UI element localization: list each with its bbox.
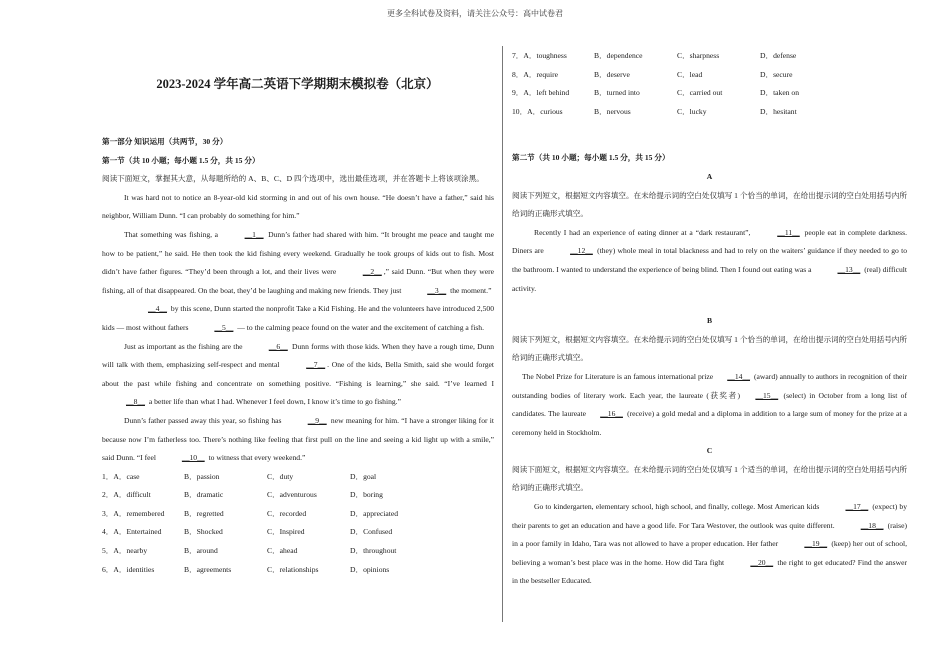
blank-19[interactable]: __19__ bbox=[804, 539, 828, 549]
option[interactable]: 1．A．case bbox=[102, 471, 140, 481]
options-row bbox=[512, 84, 907, 103]
options-row bbox=[102, 468, 494, 487]
passage-paragraph-3: __4__ by this scene, Dunn started the nonprofit Take a Kid Fishing. He and the volunteers have introduced 2,500 kids — most without fathers __5__ — to the calming peace found on the water and the excitement of catching a fish. bbox=[102, 300, 494, 337]
option[interactable]: 2．A．difficult bbox=[102, 490, 151, 500]
blank-3[interactable]: __3__ bbox=[427, 285, 447, 295]
options-row bbox=[102, 542, 494, 561]
option[interactable]: D．opinions bbox=[350, 564, 390, 574]
option[interactable]: C．ahead bbox=[267, 546, 298, 556]
passage-a-instruction: 阅读下列短文，根据短文内容填空。在未给提示词的空白处仅填写 1 个恰当的单词，在给出提示词的空白处用括号内所给词的正确形式填空。 bbox=[512, 190, 907, 219]
options-row bbox=[512, 47, 907, 66]
passage-paragraph-2: That something was fishing, a __1__ Dunn’s father had shared with him. “It brought me peace and taught me how to be patient,” he said. He then took the kid fishing every weekend. Gradually he took groups of kids out to fish. Most didn’t have father figures. “They’d been through a lot, and their lives were __2__ ,” said Dunn. “But when they were fishing, all of that disappeared. On the boat, they’d be laughing and making new friends. They just __3__ the moment.” bbox=[102, 226, 494, 300]
passage-b-label: B bbox=[706, 316, 713, 326]
section1-instruction: 阅读下面短文，掌握其大意，从每题所给的 A、B、C、D 四个选项中，选出最佳选项，并在答题卡上将该项涂黑。 bbox=[102, 174, 484, 184]
blank-2[interactable]: __2__ bbox=[362, 267, 382, 277]
options-row bbox=[512, 66, 907, 85]
option[interactable]: D．taken on bbox=[760, 88, 800, 98]
option[interactable]: D．secure bbox=[760, 69, 793, 79]
left-column bbox=[102, 133, 494, 579]
options-row bbox=[512, 103, 907, 122]
option[interactable]: D．Confused bbox=[350, 527, 393, 537]
blank-16[interactable]: __16__ bbox=[600, 409, 623, 419]
option[interactable]: 10．A．curious bbox=[512, 106, 563, 116]
blank-11[interactable]: __11__ bbox=[777, 227, 800, 237]
option[interactable]: B．regretted bbox=[184, 508, 224, 518]
option[interactable]: D．appreciated bbox=[350, 508, 399, 518]
option[interactable]: C．recorded bbox=[267, 508, 307, 518]
blank-5[interactable]: __5__ bbox=[214, 322, 234, 332]
passage-paragraph-4: Just as important as the fishing are the __6__ Dunn forms with those kids. When they have a rough time, Dunn will talk with them, emphasizing self-respect and mental __7__ . One of the kids, Bella Smith, said she would forget about the past while fishing and concentrate on something positive. “Fishing is learning,” she said. “I’ve learned I __8__ a better life than what I had. Whenever I feel down, I know it’s time to go fishing.” bbox=[102, 338, 494, 412]
passage-paragraph-5: Dunn’s father passed away this year, so fishing has __9__ new meaning for him. “I have a stronger liking for it because now I’m fatherless too. There’s nothing like feeling that first pull on the line and seeing a kid light up with a smile,” said Dunn. “I feel __10__ to witness that every weekend.” bbox=[102, 412, 494, 468]
option[interactable]: 3．A．remembered bbox=[102, 508, 165, 518]
option[interactable]: 8．A．require bbox=[512, 69, 558, 79]
option[interactable]: C．lucky bbox=[677, 106, 707, 116]
passage-b-instruction: 阅读下列短文，根据短文内容填空。在未给提示词的空白处仅填写 1 个恰当的单词，在给出提示词的空白处用括号内所给词的正确形式填空。 bbox=[512, 334, 907, 363]
option[interactable]: B．around bbox=[184, 546, 218, 556]
option[interactable]: 6．A．identities bbox=[102, 564, 155, 574]
option[interactable]: C．sharpness bbox=[677, 51, 720, 60]
options-row bbox=[102, 505, 494, 524]
option[interactable]: D．defense bbox=[760, 51, 797, 60]
blank-6[interactable]: __6__ bbox=[268, 341, 288, 351]
option[interactable]: D．goal bbox=[350, 471, 377, 481]
section1-heading: 第一节（共 10 小题；每小题 1.5 分，共 15 分） bbox=[102, 155, 260, 165]
option[interactable]: B．turned into bbox=[594, 88, 640, 98]
blank-17[interactable]: __17__ bbox=[845, 502, 869, 512]
right-column bbox=[512, 47, 907, 591]
header-note: 更多全科试卷及资料，请关注公众号：高中试卷君 bbox=[387, 9, 563, 18]
blank-13[interactable]: __13__ bbox=[837, 264, 861, 274]
option[interactable]: B．nervous bbox=[594, 106, 631, 116]
option[interactable]: B．Shocked bbox=[184, 527, 223, 537]
passage-paragraph-1: It was hard not to notice an 8-year-old kid storming in and out of his own house. “He doesn’t have a father,” said his neighbor, William Dunn. “I can probably do something for him.” bbox=[102, 192, 494, 221]
section2-heading: 第二节（共 10 小题；每小题 1.5 分，共 15 分） bbox=[512, 153, 670, 163]
option[interactable]: C．relationships bbox=[267, 564, 319, 574]
blank-15[interactable]: __15__ bbox=[755, 390, 779, 400]
page-title: 2023-2024 学年高二英语下学期期末模拟卷（北京） bbox=[156, 77, 439, 91]
passage-c-label: C bbox=[706, 446, 713, 456]
option[interactable]: D．throughout bbox=[350, 546, 397, 556]
passage-a-label: A bbox=[706, 171, 713, 181]
passage-c-instruction: 阅读下面短文，根据短文内容填空。在未给提示词的空白处仅填写 1 个适当的单词，在给出提示词的空白处用括号内所给词的正确形式填空。 bbox=[512, 464, 907, 493]
blank-4[interactable]: __4__ bbox=[148, 304, 167, 314]
option[interactable]: 9．A．left behind bbox=[512, 88, 570, 98]
option[interactable]: C．adventurous bbox=[267, 490, 317, 500]
blank-18[interactable]: __18__ bbox=[860, 520, 884, 530]
option[interactable]: B．dramatic bbox=[184, 490, 224, 500]
option[interactable]: B．dependence bbox=[594, 51, 643, 60]
options-table-right bbox=[512, 47, 907, 121]
option[interactable]: D．boring bbox=[350, 490, 383, 500]
options-table-left bbox=[102, 468, 494, 580]
passage-a-text: Recently I had an experience of eating dinner at a “dark restaurant”, __11__ people eat in complete darkness. Diners are __12__ (they) whole meal in total blackness and had to rely on the waiters’ guidance if they needed to go to the bathroom. I wanted to understand the experience of being blind. Then I found out eating was a __13__ (real) difficult activity. bbox=[512, 224, 907, 298]
options-row bbox=[102, 561, 494, 580]
option[interactable]: C．duty bbox=[267, 471, 294, 481]
option[interactable]: C．lead bbox=[677, 69, 703, 79]
blank-10[interactable]: __10__ bbox=[181, 453, 205, 463]
blank-8[interactable]: __8__ bbox=[126, 397, 145, 407]
column-divider bbox=[502, 46, 503, 622]
blank-7[interactable]: __7__ bbox=[306, 360, 326, 370]
options-row bbox=[102, 523, 494, 542]
option[interactable]: C．carried out bbox=[677, 88, 723, 98]
options-row bbox=[102, 486, 494, 505]
blank-20[interactable]: __20__ bbox=[750, 557, 774, 567]
option[interactable]: 5．A．nearby bbox=[102, 546, 148, 556]
passage-c-text: Go to kindergarten, elementary school, high school, and finally, college. Most American kids __17__ (expect) by their parents to get an education and have a good life. For Tara Westover, the outlook was quite different. __18__ (raise) in a poor family in Idaho, Tara was not allowed to have a proper education. Her father __19__ (keep) her out of school, believing a woman’s best place was in the home. How did Tara fight __20__ the right to get educated? Find the answer in the bestseller Educated. bbox=[512, 498, 907, 591]
blank-9[interactable]: __9__ bbox=[307, 415, 327, 425]
blank-12[interactable]: __12__ bbox=[570, 246, 593, 256]
option[interactable]: 4．A．Entertained bbox=[102, 527, 162, 537]
passage-b-text: The Nobel Prize for Literature is an famous international prize __14__ (award) annually to authors in recognition of their outstanding bodies of literary work. Each year, the laureate (获奖者) __15__ (select) in October from a long list of candidates. The laureate __16__ (receive) a gold medal and a diploma in addition to a large sum of money for the prize at a ceremony held in Stockholm. bbox=[512, 368, 907, 442]
option[interactable]: 7．A．toughness bbox=[512, 51, 567, 60]
option[interactable]: B．deserve bbox=[594, 69, 630, 79]
option[interactable]: B．passion bbox=[184, 471, 220, 481]
part1-heading: 第一部分 知识运用（共两节，30 分） bbox=[102, 137, 228, 146]
option[interactable]: C．Inspired bbox=[267, 527, 305, 537]
option[interactable]: D．hesitant bbox=[760, 106, 797, 116]
blank-14[interactable]: __14__ bbox=[727, 371, 750, 381]
blank-1[interactable]: __1__ bbox=[244, 229, 264, 239]
option[interactable]: B．agreements bbox=[184, 564, 232, 574]
